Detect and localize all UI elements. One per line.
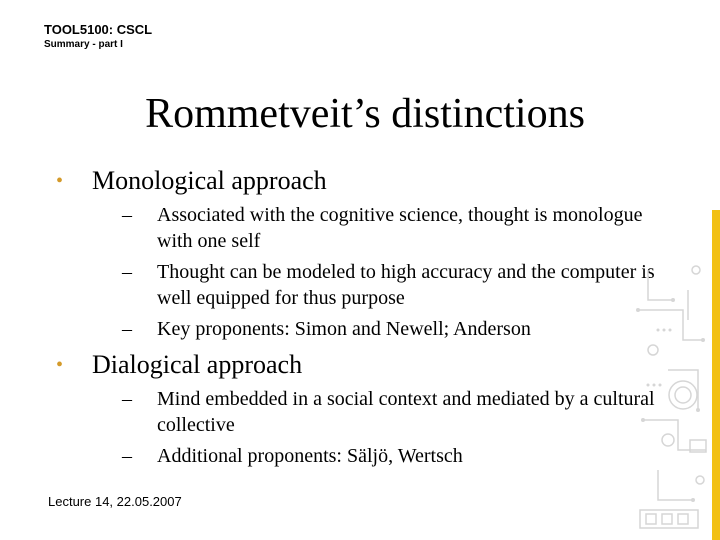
section-subtitle: Summary - part I	[44, 39, 123, 50]
sub-item	[122, 202, 656, 254]
dash-icon: –	[122, 388, 132, 410]
sub-item	[122, 443, 656, 469]
sub-item	[122, 386, 656, 438]
sub-list	[122, 202, 656, 342]
sub-item-text: Additional proponents: Säljö, Wertsch	[157, 445, 463, 467]
bullet-icon: •	[56, 354, 64, 376]
bullet-item	[56, 348, 656, 382]
sub-list	[122, 386, 656, 469]
slide-footer: Lecture 14, 22.05.2007	[48, 494, 182, 509]
bullet-text: Dialogical approach	[92, 350, 303, 379]
dash-icon: –	[122, 261, 132, 283]
sub-item-text: Mind embedded in a social context and mediated by a cultural collective	[157, 388, 655, 436]
sub-item	[122, 259, 656, 311]
sub-item-text: Thought can be modeled to high accuracy and the computer is well equipped for thus purpose	[157, 261, 655, 309]
slide-content	[56, 164, 656, 474]
sub-item-text: Key proponents: Simon and Newell; Anderson	[157, 318, 531, 340]
dash-icon: –	[122, 445, 132, 467]
course-title: TOOL5100: CSCL	[44, 22, 153, 37]
slide-title: Rommetveit’s distinctions	[145, 91, 585, 137]
slide-header	[44, 22, 152, 51]
dash-icon: –	[122, 318, 132, 340]
sub-item	[122, 316, 656, 342]
bullet-icon: •	[56, 170, 64, 192]
bullet-text: Monological approach	[92, 166, 327, 195]
bullet-item	[56, 164, 656, 198]
dash-icon: –	[122, 204, 132, 226]
sub-item-text: Associated with the cognitive science, thought is monologue with one self	[157, 204, 643, 252]
accent-bar	[712, 210, 720, 540]
circuit-decoration-graphic	[628, 210, 720, 540]
